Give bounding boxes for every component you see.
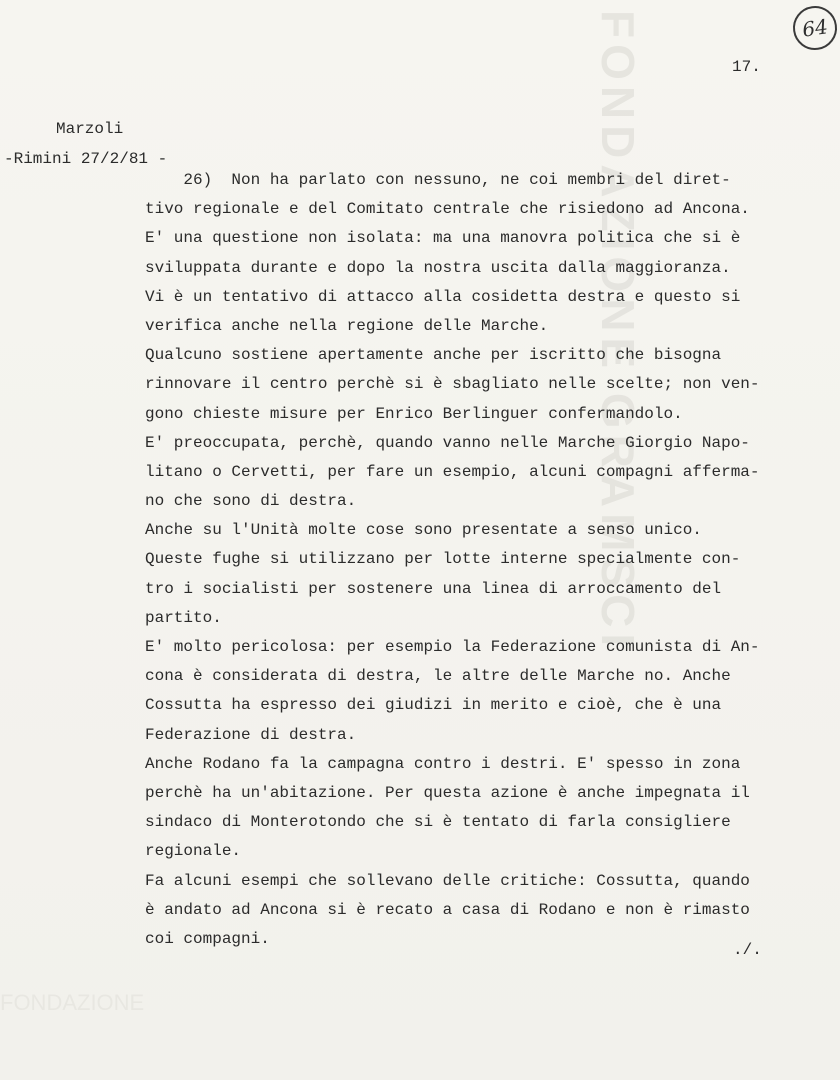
header-location-date: -Rimini 27/2/81 - bbox=[4, 150, 168, 168]
body-line: Anche Rodano fa la campagna contro i destri. E' spesso in zona bbox=[145, 754, 741, 773]
body-line: no che sono di destra. bbox=[145, 492, 357, 511]
body-line: tro i socialisti per sostenere una linea di arroccamento del bbox=[145, 579, 722, 598]
continuation-mark: ./. bbox=[733, 941, 762, 959]
body-line: regionale. bbox=[145, 842, 242, 861]
archive-watermark: FONDAZIONE GRAMSCI bbox=[592, 10, 644, 653]
body-line: E' una questione non isolata: ma una manovra politica che si è bbox=[145, 229, 741, 248]
header-name: Marzoli bbox=[56, 120, 124, 138]
body-line: litano o Cervetti, per fare un esempio, alcuni compagni afferma- bbox=[145, 462, 760, 481]
body-line: Federazione di destra. bbox=[145, 725, 357, 744]
body-line: rinnovare il centro perchè si è sbagliato nelle scelte; non ven- bbox=[145, 375, 760, 394]
body-line: Fa alcuni esempi che sollevano delle critiche: Cossutta, quando bbox=[145, 871, 750, 890]
body-line: Anche su l'Unità molte cose sono presentate a senso unico. bbox=[145, 521, 702, 540]
body-line: coi compagni. bbox=[145, 929, 270, 948]
document-body bbox=[145, 166, 785, 954]
body-line: E' molto pericolosa: per esempio la Federazione comunista di An- bbox=[145, 638, 760, 656]
body-line: Queste fughe si utilizzano per lotte interne specialmente con- bbox=[145, 550, 741, 569]
body-line: cona è considerata di destra, le altre delle Marche no. Anche bbox=[145, 667, 731, 686]
body-line: partito. bbox=[145, 608, 222, 627]
body-line: gono chieste misure per Enrico Berlinguer confermandolo. bbox=[145, 404, 683, 423]
body-line: 26) Non ha parlato con nessuno, ne coi membri del diret- bbox=[145, 171, 731, 189]
archive-watermark-corner: FONDAZIONE bbox=[0, 990, 145, 1015]
body-line: sindaco di Monterotondo che si è tentato di farla consigliere bbox=[145, 813, 731, 832]
handwritten-folio-stamp: 64 bbox=[790, 3, 840, 53]
body-line: Cossutta ha espresso dei giudizi in merito e cioè, che è una bbox=[145, 696, 722, 715]
body-line: verifica anche nella regione delle Marche. bbox=[145, 316, 549, 335]
body-line: perchè ha un'abitazione. Per questa azione è anche impegnata il bbox=[145, 783, 750, 802]
body-line: Vi è un tentativo di attacco alla cosidetta destra e questo si bbox=[145, 287, 741, 306]
page-number: 17. bbox=[732, 58, 761, 76]
body-line: tivo regionale e del Comitato centrale che risiedono ad Ancona. bbox=[145, 200, 750, 219]
body-line: Qualcuno sostiene apertamente anche per iscritto che bisogna bbox=[145, 346, 722, 365]
body-line: sviluppata durante e dopo la nostra uscita dalla maggioranza. bbox=[145, 258, 731, 277]
body-line: è andato ad Ancona si è recato a casa di Rodano e non è rimasto bbox=[145, 900, 750, 919]
body-line: E' preoccupata, perchè, quando vanno nelle Marche Giorgio Napo- bbox=[145, 433, 750, 452]
